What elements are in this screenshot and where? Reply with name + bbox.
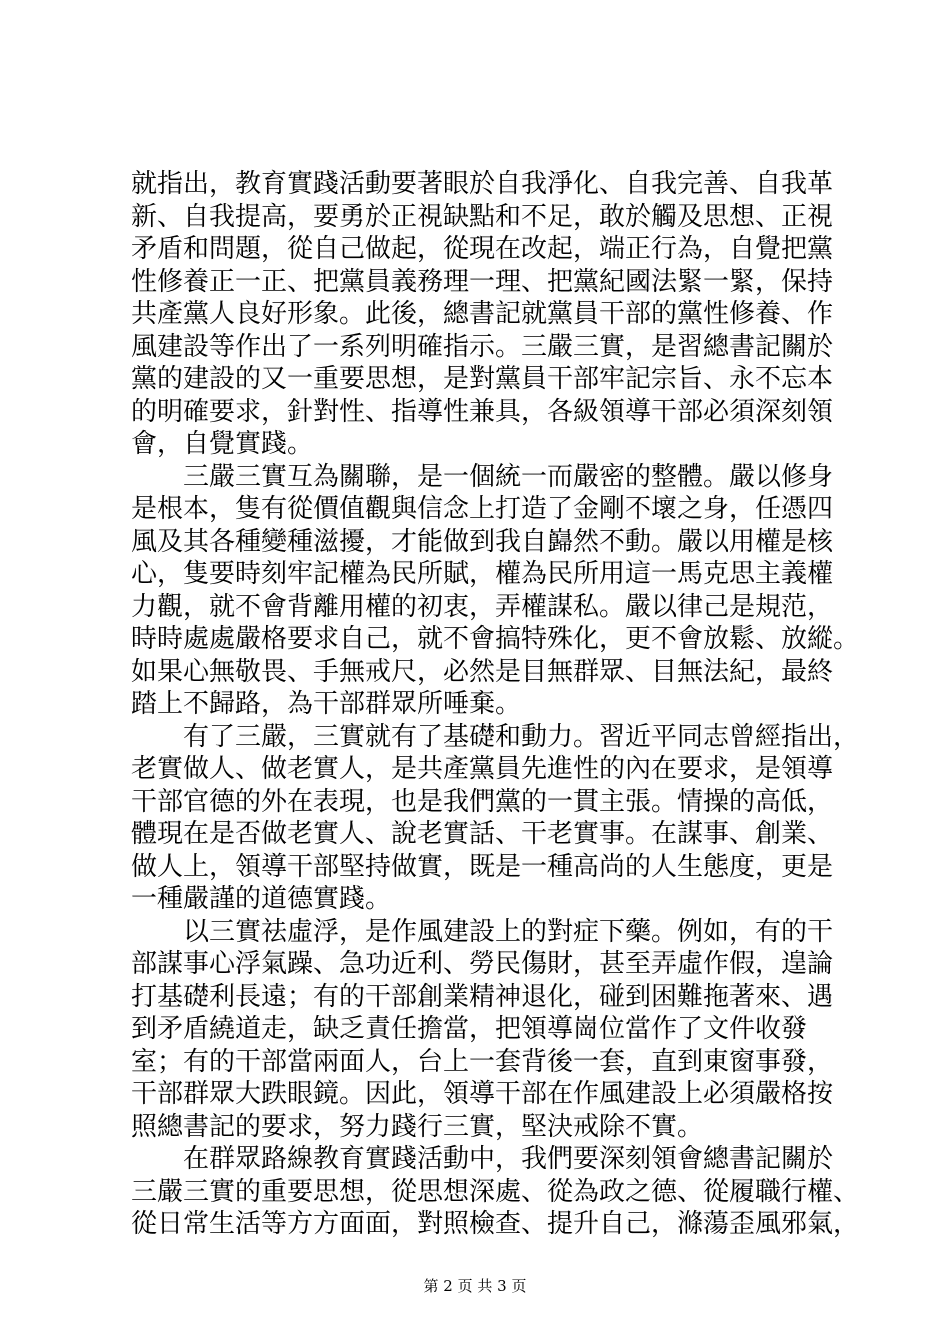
text-line: 性修養正一正、把黨員義務理一理、把黨紀國法緊一緊，保持 (131, 266, 834, 297)
text-line: 力觀，就不會背離用權的初衷，弄權謀私。嚴以律己是規范， (131, 591, 834, 622)
text-line: 老實做人、做老實人，是共產黨員先進性的內在要求，是領導 (131, 754, 834, 784)
text-line: 干部群眾大跌眼鏡。因此，領導干部在作風建設上必須嚴格按 (131, 1079, 834, 1109)
text-line: 心，隻要時刻牢記權為民所賦，權為民所用這一馬克思主義權 (131, 559, 834, 589)
text-line: 干部官德的外在表現，也是我們黨的一貫主張。情操的高低， (131, 786, 834, 817)
text-line: 打基礎利長遠；有的干部創業精神退化，碰到困難拖著來、遇 (131, 981, 834, 1012)
paragraph-start-line: 三嚴三實互為關聯，是一個統一而嚴密的整體。嚴以修身 (183, 461, 834, 492)
paragraph-start-line: 有了三嚴，三實就有了基礎和動力。習近平同志曾經指出， (183, 721, 860, 752)
text-line: 體現在是否做老實人、說老實話、干老實事。在謀事、創業、 (131, 819, 834, 849)
text-line: 照總書記的要求，努力踐行三實，堅決戒除不實。 (131, 1111, 704, 1142)
text-line: 踏上不歸路，為干部群眾所唾棄。 (131, 689, 522, 719)
text-line: 做人上，領導干部堅持做實，既是一種高尚的人生態度，更是 (131, 851, 834, 882)
page-footer (0, 1276, 950, 1296)
text-line: 從日常生活等方方面面，對照檢查、提升自己，滌蕩歪風邪氣， (131, 1209, 860, 1239)
text-line: 室；有的干部當兩面人，台上一套背後一套，直到東窗事發， (131, 1046, 834, 1077)
paragraph-start-line: 在群眾路線教育實踐活動中，我們要深刻領會總書記關於 (183, 1144, 834, 1174)
text-line: 新、自我提高，要勇於正視缺點和不足，敢於觸及思想、正視 (131, 201, 834, 232)
text-line: 會，自覺實踐。 (131, 429, 314, 459)
text-line: 共產黨人良好形象。此後，總書記就黨員干部的黨性修養、作 (131, 299, 834, 329)
text-line: 時時處處嚴格要求自己，就不會搞特殊化，更不會放鬆、放縱。 (131, 624, 860, 654)
document-body (131, 168, 860, 1241)
page-number-label: 第 2 页 共 3 页 (423, 1277, 527, 1295)
text-line: 是根本，隻有從價值觀與信念上打造了金剛不壞之身，任憑四 (131, 494, 834, 524)
text-line: 風及其各種變種滋擾，才能做到我自巋然不動。嚴以用權是核 (131, 526, 834, 557)
text-line: 的明確要求，針對性、指導性兼具，各級領導干部必須深刻領 (131, 396, 834, 427)
text-line: 就指出，教育實踐活動要著眼於自我淨化、自我完善、自我革 (131, 169, 834, 199)
text-line: 黨的建設的又一重要思想，是對黨員干部牢記宗旨、永不忘本 (131, 364, 834, 394)
text-line: 如果心無敬畏、手無戒尺，必然是目無群眾、目無法紀，最終 (131, 656, 834, 687)
text-line: 一種嚴謹的道德實踐。 (131, 884, 392, 914)
text-line: 三嚴三實的重要思想，從思想深處、從為政之德、從履職行權、 (131, 1176, 860, 1207)
paragraph-start-line: 以三實祛虛浮，是作風建設上的對症下藥。例如，有的干 (183, 916, 834, 947)
text-line: 部謀事心浮氣躁、急功近利、勞民傷財，甚至弄虛作假，遑論 (131, 949, 834, 979)
text-line: 矛盾和問題，從自己做起，從現在改起，端正行為，自覺把黨 (131, 234, 834, 264)
text-line: 風建設等作出了一系列明確指示。三嚴三實，是習總書記關於 (131, 331, 834, 362)
text-line: 到矛盾繞道走，缺乏責任擔當，把領導崗位當作了文件收發 (131, 1014, 808, 1044)
